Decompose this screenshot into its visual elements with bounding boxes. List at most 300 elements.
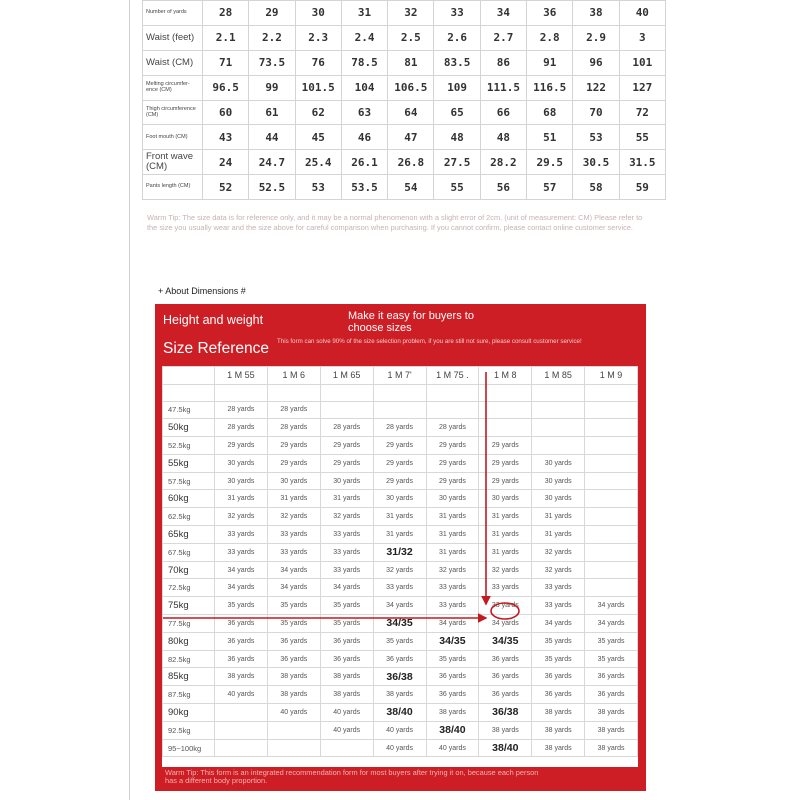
weight-label: 60kg — [163, 490, 215, 508]
size-recommendation-cell — [585, 579, 638, 597]
size-recommendation-cell — [585, 437, 638, 455]
size-recommendation-cell: 36 yards — [532, 668, 585, 686]
size-cell: 111.5 — [480, 75, 526, 100]
height-header: 1 M 75 . — [426, 367, 479, 385]
weight-label: 65kg — [163, 526, 215, 544]
size-cell: 2.4 — [341, 25, 387, 50]
size-recommendation-cell: 36 yards — [532, 686, 585, 704]
size-recommendation-cell: 30 yards — [373, 490, 426, 508]
board-note: This form can solve 90% of the size selection problem, if you are still not sure, please consult customer service! — [277, 338, 582, 345]
size-recommendation-cell: 32 yards — [320, 508, 373, 526]
size-recommendation-cell: 31 yards — [532, 508, 585, 526]
size-recommendation-cell: 30 yards — [426, 490, 479, 508]
size-recommendation-cell: 40 yards — [215, 686, 268, 704]
weight-row — [163, 419, 638, 437]
size-recommendation-cell — [320, 401, 373, 419]
size-recommendation-cell: 29 yards — [373, 437, 426, 455]
weight-row — [163, 579, 638, 597]
blank-cell — [532, 384, 585, 401]
size-recommendation-cell: 38 yards — [320, 668, 373, 686]
size-recommendation-cell: 31 yards — [426, 508, 479, 526]
size-recommendation-cell: 33 yards — [320, 561, 373, 579]
size-cell: 96 — [573, 50, 619, 75]
size-recommendation-cell: 40 yards — [267, 704, 320, 722]
board-warm-tip: Warm Tip: This form is an integrated recommendation form for most buyers after trying it on, because each person has a different body proportion. — [165, 768, 539, 786]
size-cell: 2.1 — [203, 25, 249, 50]
size-cell: 28 — [203, 1, 249, 26]
size-recommendation-cell: 33 yards — [532, 579, 585, 597]
size-recommendation-cell: 38/40 — [373, 704, 426, 722]
size-recommendation-cell: 34 yards — [215, 561, 268, 579]
size-cell: 52.5 — [249, 175, 295, 200]
height-header: 1 M 65 — [320, 367, 373, 385]
weight-label: 90kg — [163, 704, 215, 722]
size-cell: 91 — [527, 50, 573, 75]
size-recommendation-cell: 32 yards — [267, 508, 320, 526]
weight-row — [163, 543, 638, 561]
size-recommendation-cell — [267, 739, 320, 757]
size-recommendation-cell: 30 yards — [215, 472, 268, 490]
size-recommendation-cell — [585, 543, 638, 561]
size-recommendation-cell: 35 yards — [320, 615, 373, 633]
size-recommendation-cell: 36 yards — [479, 668, 532, 686]
height-header: 1 M 8 — [479, 367, 532, 385]
size-cell: 34 — [480, 1, 526, 26]
size-recommendation-cell: 35 yards — [426, 650, 479, 668]
size-recommendation-cell: 29 yards — [373, 454, 426, 472]
size-cell: 30 — [295, 1, 341, 26]
size-recommendation-cell: 36 yards — [320, 650, 373, 668]
weight-label: 72.5kg — [163, 579, 215, 597]
size-row — [143, 25, 666, 50]
size-recommendation-cell: 35 yards — [320, 597, 373, 615]
weight-label: 87.5kg — [163, 686, 215, 704]
height-header: 1 M 9 — [585, 367, 638, 385]
size-cell: 2.6 — [434, 25, 480, 50]
size-recommendation-cell: 30 yards — [532, 490, 585, 508]
size-recommendation-cell — [320, 739, 373, 757]
size-recommendation-cell: 30 yards — [532, 454, 585, 472]
blank-cell — [267, 384, 320, 401]
size-recommendation-cell: 30 yards — [215, 454, 268, 472]
size-cell: 2.2 — [249, 25, 295, 50]
blank-row — [163, 384, 638, 401]
size-cell: 29.5 — [527, 150, 573, 175]
size-recommendation-cell: 31 yards — [267, 490, 320, 508]
size-recommendation-cell — [585, 561, 638, 579]
size-recommendation-cell: 38 yards — [426, 704, 479, 722]
size-cell: 24.7 — [249, 150, 295, 175]
size-recommendation-cell: 28 yards — [320, 419, 373, 437]
size-cell: 2.9 — [573, 25, 619, 50]
size-recommendation-cell: 32 yards — [532, 561, 585, 579]
size-recommendation-cell: 36 yards — [479, 686, 532, 704]
size-recommendation-cell: 33 yards — [373, 579, 426, 597]
size-recommendation-cell: 34 yards — [426, 615, 479, 633]
height-header: 1 M 6 — [267, 367, 320, 385]
size-recommendation-cell: 29 yards — [426, 454, 479, 472]
size-row-label: Waist (feet) — [143, 25, 203, 50]
weight-label: 57.5kg — [163, 472, 215, 490]
size-recommendation-cell: 33 yards — [267, 543, 320, 561]
size-recommendation-cell — [585, 490, 638, 508]
size-recommendation-cell: 35 yards — [267, 615, 320, 633]
size-row — [143, 150, 666, 175]
size-reference-board — [155, 304, 646, 791]
size-recommendation-cell: 34 yards — [373, 597, 426, 615]
size-recommendation-cell: 36 yards — [320, 632, 373, 650]
size-cell: 24 — [203, 150, 249, 175]
size-recommendation-cell: 32 yards — [479, 561, 532, 579]
size-recommendation-cell: 29 yards — [267, 454, 320, 472]
size-cell: 45 — [295, 125, 341, 150]
size-recommendation-cell: 38 yards — [532, 739, 585, 757]
weight-label: 62.5kg — [163, 508, 215, 526]
size-recommendation-cell — [585, 401, 638, 419]
size-recommendation-cell: 40 yards — [373, 739, 426, 757]
size-row — [143, 100, 666, 125]
size-cell: 60 — [203, 100, 249, 125]
size-recommendation-cell: 32 yards — [532, 543, 585, 561]
size-recommendation-cell: 29 yards — [426, 437, 479, 455]
size-cell: 29 — [249, 1, 295, 26]
size-recommendation-cell: 34/35 — [426, 632, 479, 650]
size-recommendation-cell: 38 yards — [585, 739, 638, 757]
height-weight-title: Height and weight — [163, 313, 264, 327]
about-dimensions-heading: + About Dimensions # — [158, 286, 246, 296]
size-cell: 68 — [527, 100, 573, 125]
size-recommendation-cell — [426, 401, 479, 419]
size-cell: 48 — [480, 125, 526, 150]
size-cell: 122 — [573, 75, 619, 100]
size-recommendation-cell: 31/32 — [373, 543, 426, 561]
size-cell: 72 — [619, 100, 665, 125]
size-row-label: Number of yards — [143, 1, 203, 26]
size-recommendation-cell: 38 yards — [267, 668, 320, 686]
size-recommendation-cell: 28 yards — [426, 419, 479, 437]
size-recommendation-cell: 35 yards — [373, 632, 426, 650]
size-cell: 70 — [573, 100, 619, 125]
weight-row — [163, 650, 638, 668]
size-recommendation-cell: 36 yards — [585, 686, 638, 704]
size-recommendation-cell: 30 yards — [479, 490, 532, 508]
size-recommendation-cell: 35 yards — [267, 597, 320, 615]
weight-label: 80kg — [163, 632, 215, 650]
size-recommendation-cell: 35 yards — [532, 650, 585, 668]
size-recommendation-cell: 32 yards — [215, 508, 268, 526]
weight-row — [163, 561, 638, 579]
weight-label: 92.5kg — [163, 721, 215, 739]
size-recommendation-cell: 38 yards — [585, 721, 638, 739]
size-recommendation-cell: 31 yards — [426, 543, 479, 561]
size-recommendation-cell: 31 yards — [479, 543, 532, 561]
blank-cell — [426, 384, 479, 401]
weight-row — [163, 472, 638, 490]
size-recommendation-cell: 40 yards — [320, 704, 373, 722]
size-recommendation-cell — [585, 454, 638, 472]
size-recommendation-cell: 29 yards — [215, 437, 268, 455]
size-cell: 99 — [249, 75, 295, 100]
size-recommendation-cell: 38 yards — [373, 686, 426, 704]
size-cell: 40 — [619, 1, 665, 26]
size-recommendation-cell: 32 yards — [426, 561, 479, 579]
size-recommendation-cell: 33 yards — [426, 579, 479, 597]
size-recommendation-cell: 38 yards — [532, 704, 585, 722]
size-cell: 48 — [434, 125, 480, 150]
size-cell: 54 — [388, 175, 434, 200]
size-recommendation-cell: 34 yards — [585, 615, 638, 633]
size-cell: 62 — [295, 100, 341, 125]
size-cell: 31 — [341, 1, 387, 26]
size-cell: 58 — [573, 175, 619, 200]
corner-cell — [163, 367, 215, 385]
size-cell: 25.4 — [295, 150, 341, 175]
page-left-divider — [129, 0, 130, 800]
size-recommendation-cell: 29 yards — [479, 472, 532, 490]
size-cell: 109 — [434, 75, 480, 100]
weight-label: 55kg — [163, 454, 215, 472]
weight-label: 75kg — [163, 597, 215, 615]
size-recommendation-cell: 36/38 — [479, 704, 532, 722]
size-cell: 44 — [249, 125, 295, 150]
size-recommendation-cell: 33 yards — [267, 526, 320, 544]
size-recommendation-cell: 36 yards — [267, 632, 320, 650]
size-recommendation-cell: 33 yards — [320, 543, 373, 561]
size-recommendation-cell: 38 yards — [532, 721, 585, 739]
size-recommendation-cell: 35 yards — [585, 650, 638, 668]
height-header: 1 M 85 — [532, 367, 585, 385]
size-recommendation-cell — [373, 401, 426, 419]
size-recommendation-cell: 28 yards — [215, 419, 268, 437]
size-recommendation-cell: 33 yards — [479, 579, 532, 597]
weight-label: 85kg — [163, 668, 215, 686]
size-recommendation-cell: 28 yards — [373, 419, 426, 437]
size-recommendation-cell: 29 yards — [426, 472, 479, 490]
size-cell: 2.3 — [295, 25, 341, 50]
weight-row — [163, 508, 638, 526]
size-cell: 63 — [341, 100, 387, 125]
weight-label: 77.5kg — [163, 615, 215, 633]
size-row — [143, 125, 666, 150]
size-reference-title: Size Reference — [163, 340, 269, 357]
size-recommendation-cell: 34/35 — [373, 615, 426, 633]
size-recommendation-cell: 29 yards — [373, 472, 426, 490]
size-recommendation-cell — [215, 704, 268, 722]
size-cell: 81 — [388, 50, 434, 75]
size-recommendation-cell — [585, 526, 638, 544]
size-row-label: Pants length (CM) — [143, 175, 203, 200]
blank-cell — [320, 384, 373, 401]
size-cell: 96.5 — [203, 75, 249, 100]
size-cell: 33 — [434, 1, 480, 26]
blank-cell — [585, 384, 638, 401]
size-recommendation-cell: 38 yards — [215, 668, 268, 686]
size-row-label: Front wave (CM) — [143, 150, 203, 175]
size-cell: 64 — [388, 100, 434, 125]
size-cell: 43 — [203, 125, 249, 150]
size-recommendation-cell — [585, 472, 638, 490]
size-cell: 61 — [249, 100, 295, 125]
size-cell: 52 — [203, 175, 249, 200]
size-recommendation-cell: 31 yards — [320, 490, 373, 508]
size-cell: 86 — [480, 50, 526, 75]
height-header: 1 M 7' — [373, 367, 426, 385]
size-cell: 36 — [527, 1, 573, 26]
size-recommendation-cell: 36 yards — [426, 668, 479, 686]
size-recommendation-cell: 38 yards — [585, 704, 638, 722]
size-cell: 46 — [341, 125, 387, 150]
weight-row — [163, 490, 638, 508]
size-row-label: Melting circumfer- ence (CM) — [143, 75, 203, 100]
size-recommendation-cell: 30 yards — [320, 472, 373, 490]
size-cell: 2.5 — [388, 25, 434, 50]
size-recommendation-cell: 35 yards — [585, 632, 638, 650]
size-recommendation-cell: 29 yards — [479, 437, 532, 455]
size-cell: 127 — [619, 75, 665, 100]
size-cell: 101 — [619, 50, 665, 75]
size-recommendation-cell: 34 yards — [532, 615, 585, 633]
size-recommendation-cell: 36 yards — [215, 615, 268, 633]
size-recommendation-cell: 36 yards — [426, 686, 479, 704]
size-cell: 53 — [573, 125, 619, 150]
blank-cell — [479, 384, 532, 401]
height-header: 1 M 55 — [215, 367, 268, 385]
size-recommendation-cell: 40 yards — [426, 739, 479, 757]
size-recommendation-cell: 33 yards — [479, 597, 532, 615]
size-cell: 53 — [295, 175, 341, 200]
size-cell: 104 — [341, 75, 387, 100]
size-cell: 31.5 — [619, 150, 665, 175]
weight-label: 95~100kg — [163, 739, 215, 757]
size-recommendation-cell — [532, 437, 585, 455]
size-row-label: Thigh circumference (CM) — [143, 100, 203, 125]
size-recommendation-cell: 28 yards — [267, 401, 320, 419]
size-cell: 76 — [295, 50, 341, 75]
size-cell: 101.5 — [295, 75, 341, 100]
size-recommendation-cell: 34 yards — [267, 579, 320, 597]
size-recommendation-cell: 30 yards — [532, 472, 585, 490]
size-recommendation-cell: 40 yards — [320, 721, 373, 739]
weight-row — [163, 686, 638, 704]
size-recommendation-cell: 31 yards — [373, 508, 426, 526]
size-recommendation-cell: 40 yards — [373, 721, 426, 739]
weight-row — [163, 704, 638, 722]
size-warm-tip: Warm Tip: The size data is for reference only, and it may be a normal phenomenon with a slight error of 2cm. (unit of measurement: CM) Please refer to the size you usually wear and the size above for careful comparison when purchasing. If you cannot confirm, please contact online customer service. — [147, 213, 643, 232]
blank-cell — [163, 384, 215, 401]
size-cell: 106.5 — [388, 75, 434, 100]
size-recommendation-cell: 36/38 — [373, 668, 426, 686]
reference-table — [162, 366, 638, 757]
size-recommendation-cell: 33 yards — [532, 597, 585, 615]
size-cell: 26.1 — [341, 150, 387, 175]
size-recommendation-cell: 38 yards — [479, 721, 532, 739]
size-recommendation-cell — [532, 419, 585, 437]
size-recommendation-cell — [267, 721, 320, 739]
size-recommendation-cell: 33 yards — [215, 526, 268, 544]
size-recommendation-cell: 31 yards — [479, 508, 532, 526]
size-recommendation-cell: 33 yards — [426, 597, 479, 615]
blank-cell — [215, 384, 268, 401]
size-cell: 55 — [434, 175, 480, 200]
size-recommendation-cell: 34 yards — [585, 597, 638, 615]
reference-grid — [162, 366, 638, 767]
weight-row — [163, 401, 638, 419]
size-cell: 57 — [527, 175, 573, 200]
size-cell: 59 — [619, 175, 665, 200]
size-recommendation-cell: 36 yards — [479, 650, 532, 668]
size-recommendation-cell: 35 yards — [532, 632, 585, 650]
size-cell: 71 — [203, 50, 249, 75]
size-recommendation-cell: 31 yards — [479, 526, 532, 544]
size-recommendation-cell: 34 yards — [320, 579, 373, 597]
weight-row — [163, 526, 638, 544]
size-recommendation-cell — [532, 401, 585, 419]
size-recommendation-cell: 32 yards — [373, 561, 426, 579]
size-cell: 26.8 — [388, 150, 434, 175]
size-cell: 47 — [388, 125, 434, 150]
size-cell: 2.8 — [527, 25, 573, 50]
size-cell: 51 — [527, 125, 573, 150]
size-recommendation-cell: 34 yards — [215, 579, 268, 597]
size-recommendation-cell — [479, 401, 532, 419]
size-recommendation-cell: 34/35 — [479, 632, 532, 650]
size-cell: 56 — [480, 175, 526, 200]
size-recommendation-cell: 38 yards — [267, 686, 320, 704]
size-row — [143, 175, 666, 200]
weight-row — [163, 721, 638, 739]
size-cell: 32 — [388, 1, 434, 26]
size-row — [143, 75, 666, 100]
size-recommendation-cell: 36 yards — [215, 632, 268, 650]
weight-label: 82.5kg — [163, 650, 215, 668]
size-recommendation-cell: 28 yards — [267, 419, 320, 437]
size-recommendation-cell: 38 yards — [320, 686, 373, 704]
size-recommendation-cell: 36 yards — [585, 668, 638, 686]
size-cell: 78.5 — [341, 50, 387, 75]
size-cell: 116.5 — [527, 75, 573, 100]
weight-row — [163, 437, 638, 455]
size-row-label: Waist (CM) — [143, 50, 203, 75]
weight-row — [163, 632, 638, 650]
weight-label: 52.5kg — [163, 437, 215, 455]
size-recommendation-cell: 36 yards — [267, 650, 320, 668]
size-recommendation-cell: 31 yards — [215, 490, 268, 508]
size-recommendation-cell: 28 yards — [215, 401, 268, 419]
weight-row — [163, 615, 638, 633]
size-recommendation-cell — [479, 419, 532, 437]
size-recommendation-cell — [585, 419, 638, 437]
size-recommendation-cell — [215, 739, 268, 757]
size-cell: 65 — [434, 100, 480, 125]
weight-label: 70kg — [163, 561, 215, 579]
size-cell: 3 — [619, 25, 665, 50]
size-cell: 30.5 — [573, 150, 619, 175]
size-recommendation-cell: 29 yards — [479, 454, 532, 472]
size-recommendation-cell — [585, 508, 638, 526]
height-header-row — [163, 367, 638, 385]
size-row-label: Foot mouth (CM) — [143, 125, 203, 150]
size-recommendation-cell: 31 yards — [373, 526, 426, 544]
size-recommendation-cell: 38/40 — [426, 721, 479, 739]
size-recommendation-cell: 29 yards — [320, 454, 373, 472]
weight-label: 50kg — [163, 419, 215, 437]
size-recommendation-cell: 29 yards — [267, 437, 320, 455]
size-recommendation-cell — [215, 721, 268, 739]
size-recommendation-cell: 33 yards — [320, 526, 373, 544]
size-recommendation-cell: 34 yards — [267, 561, 320, 579]
size-cell: 66 — [480, 100, 526, 125]
size-cell: 27.5 — [434, 150, 480, 175]
